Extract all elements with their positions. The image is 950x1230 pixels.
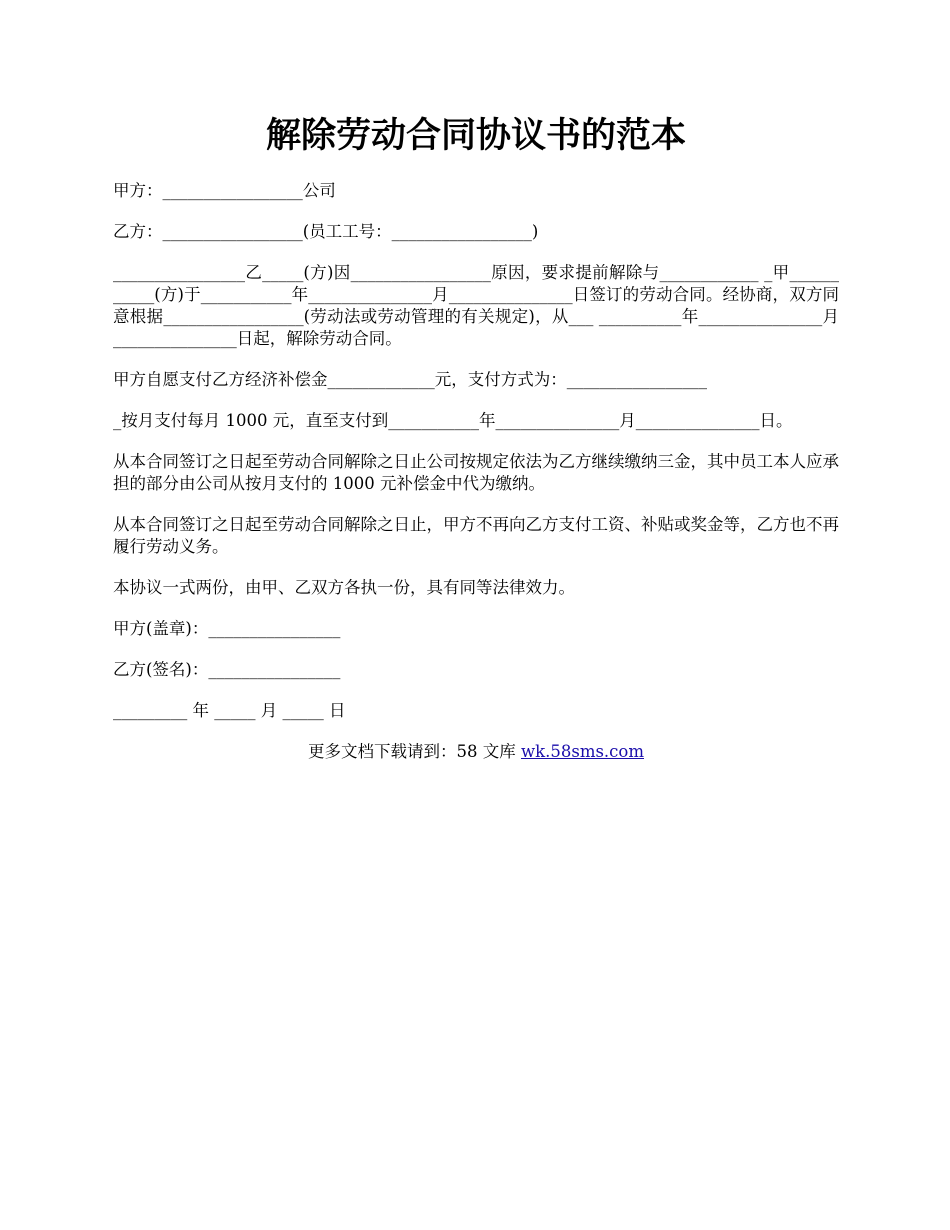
party-a-line: 甲方：_________________公司	[113, 181, 336, 200]
footer-text: 更多文档下载请到：58 文库	[307, 742, 521, 761]
download-footer	[113, 741, 839, 763]
date-line: _________ 年 _____ 月 _____ 日	[113, 701, 346, 720]
copies-paragraph: 本协议一式两份，由甲、乙双方各执一份，具有同等法律效力。	[113, 578, 575, 597]
payment-schedule-paragraph: _按月支付每月 1000 元，直至支付到___________年_______________月_______________日。	[113, 411, 793, 430]
compensation-paragraph: 甲方自愿支付乙方经济补偿金_____________元，支付方式为：_________________	[113, 370, 707, 389]
wages-paragraph: 从本合同签订之日起至劳动合同解除之日止，甲方不再向乙方支付工资、补贴或奖金等，乙方也不再履行劳动义务。	[113, 515, 839, 556]
insurance-paragraph: 从本合同签订之日起至劳动合同解除之日止公司按规定依法为乙方继续缴纳三金，其中员工本人应承担的部分由公司从按月支付的 1000 元补偿金中代为缴纳。	[113, 452, 839, 493]
party-b-line: 乙方：_________________(员工工号：_________________)	[113, 222, 539, 241]
party-b-signature-line: 乙方(签名)：________________	[113, 660, 341, 679]
document-page	[113, 112, 839, 763]
party-a-seal-line: 甲方(盖章)：________________	[113, 619, 341, 638]
document-title: 解除劳动合同协议书的范本	[265, 116, 686, 156]
footer-link[interactable]: wk.58sms.com	[520, 742, 644, 761]
termination-reason-paragraph: ________________乙_____(方)因_________________原因，要求提前解除与____________ _甲___________(方)于___________年_______________月_______________日签订的劳动合同。经协商，双方同意根据_________________(劳动法或劳动管理的有关规定)，从___ __________年_______________月_______________日起，解除劳动合同。	[113, 263, 839, 348]
